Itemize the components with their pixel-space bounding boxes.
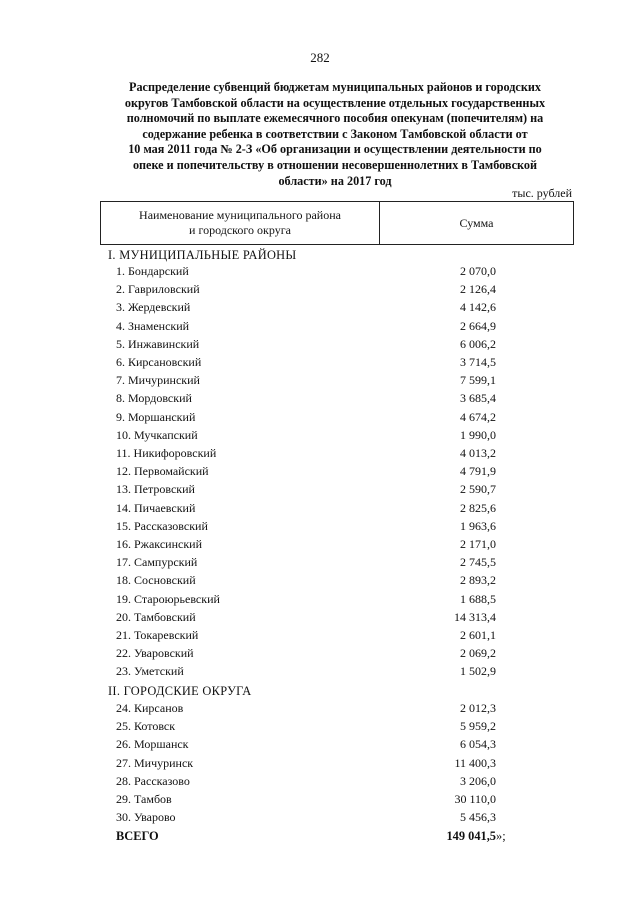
table-row (0, 282, 640, 300)
row-value: 2 069,2 (460, 646, 496, 661)
table-row (0, 428, 640, 446)
table-row (0, 737, 640, 755)
row-name: 8. Мордовский (116, 391, 192, 406)
row-value: 2 590,7 (460, 482, 496, 497)
total-row (0, 829, 640, 847)
section-title: I. МУНИЦИПАЛЬНЫЕ РАЙОНЫ (108, 248, 297, 262)
row-value: 5 456,3 (460, 810, 496, 825)
table-row (0, 701, 640, 719)
table-row (0, 792, 640, 810)
header-name-line1: Наименование муниципального района (139, 208, 341, 222)
row-value: 1 963,6 (460, 518, 496, 533)
table-row (0, 756, 640, 774)
table-row (0, 319, 640, 337)
row-name: 27. Мичуринск (116, 755, 194, 770)
row-value: 1 990,0 (460, 427, 496, 442)
row-name: 23. Уметский (116, 664, 184, 679)
row-name: 6. Кирсановский (116, 355, 202, 369)
row-name: 2. Гавриловский (116, 282, 200, 297)
row-value: 3 685,4 (460, 391, 496, 406)
table-row (0, 592, 640, 610)
table-row (0, 537, 640, 555)
row-value: 3 206,0 (460, 773, 496, 788)
table-row (0, 446, 640, 464)
row-value: 14 313,4 (454, 609, 496, 624)
header-sum-cell: Сумма (459, 215, 494, 230)
table-row (0, 573, 640, 591)
table-row (0, 391, 640, 409)
row-name: 12. Первомайский (116, 464, 209, 479)
row-value: 11 400,3 (454, 755, 496, 770)
row-name: 24. Кирсанов (116, 701, 184, 715)
row-name: 9. Моршанский (116, 409, 196, 424)
row-value: 4 013,2 (460, 446, 496, 460)
row-value: 2 171,0 (460, 537, 496, 551)
row-name: 5. Инжавинский (116, 336, 200, 351)
row-name: 26. Моршанск (116, 737, 189, 752)
row-value: 6 054,3 (460, 737, 496, 752)
page-number: 282 (310, 50, 330, 65)
title-line: опеке и попечительству в отношении несовершеннолетних в Тамбовской (132, 157, 538, 172)
table-row (0, 355, 640, 373)
row-name: 28. Рассказово (116, 773, 190, 788)
row-name: 29. Тамбов (116, 792, 172, 806)
row-name: 7. Мичуринский (116, 373, 200, 388)
row-name: 30. Уварово (116, 810, 176, 825)
header-name-line2: и городского округа (189, 223, 291, 237)
row-value: 2 070,0 (460, 264, 496, 278)
table-row (0, 810, 640, 828)
row-name: 21. Токаревский (116, 628, 199, 642)
row-value: 2 012,3 (460, 701, 496, 715)
row-value: 2 825,6 (460, 500, 496, 515)
row-value: 4 142,6 (460, 300, 496, 315)
row-value: 5 959,2 (460, 719, 496, 734)
table-row (0, 610, 640, 628)
row-name: 16. Ржаксинский (116, 537, 202, 551)
total-label: ВСЕГО (116, 829, 159, 843)
section-title: II. ГОРОДСКИЕ ОКРУГА (108, 684, 252, 698)
row-value: 2 745,5 (460, 555, 496, 570)
total-suffix: »; (496, 829, 506, 843)
row-value: 2 893,2 (460, 573, 496, 588)
table-row (0, 774, 640, 792)
header-name-cell (101, 202, 379, 244)
title-line: области» на 2017 год (278, 173, 392, 188)
row-name: 25. Котовск (116, 719, 176, 734)
row-value: 2 126,4 (460, 282, 496, 297)
table-row (0, 264, 640, 282)
title-line: полномочий по выплате ежемесячного пособия опекунам (попечителям) на (126, 111, 544, 126)
table-row (0, 464, 640, 482)
row-name: 18. Сосновский (116, 573, 196, 588)
row-name: 1. Бондарский (116, 264, 189, 278)
row-name: 14. Пичаевский (116, 500, 196, 515)
table-row (0, 300, 640, 318)
title-line: 10 мая 2011 года № 2-З «Об организации и осуществлении деятельности по (128, 142, 542, 157)
table-row (0, 555, 640, 573)
table-row (0, 646, 640, 664)
row-value: 4 674,2 (460, 409, 496, 424)
row-value: 7 599,1 (460, 373, 496, 388)
unit-label: тыс. рублей (512, 186, 572, 200)
row-value: 4 791,9 (460, 464, 496, 479)
row-name: 15. Рассказовский (116, 518, 208, 533)
row-value: 6 006,2 (460, 336, 496, 351)
row-value: 1 688,5 (460, 591, 496, 606)
row-name: 3. Жердевский (116, 300, 191, 315)
row-name: 17. Сампурский (116, 555, 198, 570)
table-row (0, 628, 640, 646)
table-row (0, 482, 640, 500)
title-line: Распределение субвенций бюджетам муниципальных районов и городских (129, 80, 541, 94)
row-value: 3 714,5 (460, 355, 496, 369)
row-value: 2 664,9 (460, 318, 496, 333)
table-row (0, 719, 640, 737)
row-value: 2 601,1 (460, 628, 496, 642)
total-value: 149 041,5 (446, 829, 496, 843)
table-row (0, 519, 640, 537)
row-name: 22. Уваровский (116, 646, 194, 661)
row-name: 19. Староюрьевский (116, 591, 220, 606)
title-line: содержание ребенка в соответствии с Законом Тамбовской области от (142, 126, 528, 141)
document-title (100, 80, 570, 189)
table-row (0, 501, 640, 519)
row-value: 1 502,9 (460, 664, 496, 679)
row-name: 4. Знаменский (116, 318, 190, 333)
table-row (0, 664, 640, 682)
table-header (100, 201, 574, 245)
title-line: округов Тамбовской области на осуществление отдельных государственных (124, 95, 546, 110)
row-name: 20. Тамбовский (116, 609, 196, 624)
table-row (0, 373, 640, 391)
row-name: 11. Никифоровский (116, 446, 217, 460)
row-name: 13. Петровский (116, 482, 195, 497)
table-row (0, 410, 640, 428)
row-value: 30 110,0 (454, 792, 496, 806)
table-row (0, 337, 640, 355)
row-name: 10. Мучкапский (116, 427, 198, 442)
